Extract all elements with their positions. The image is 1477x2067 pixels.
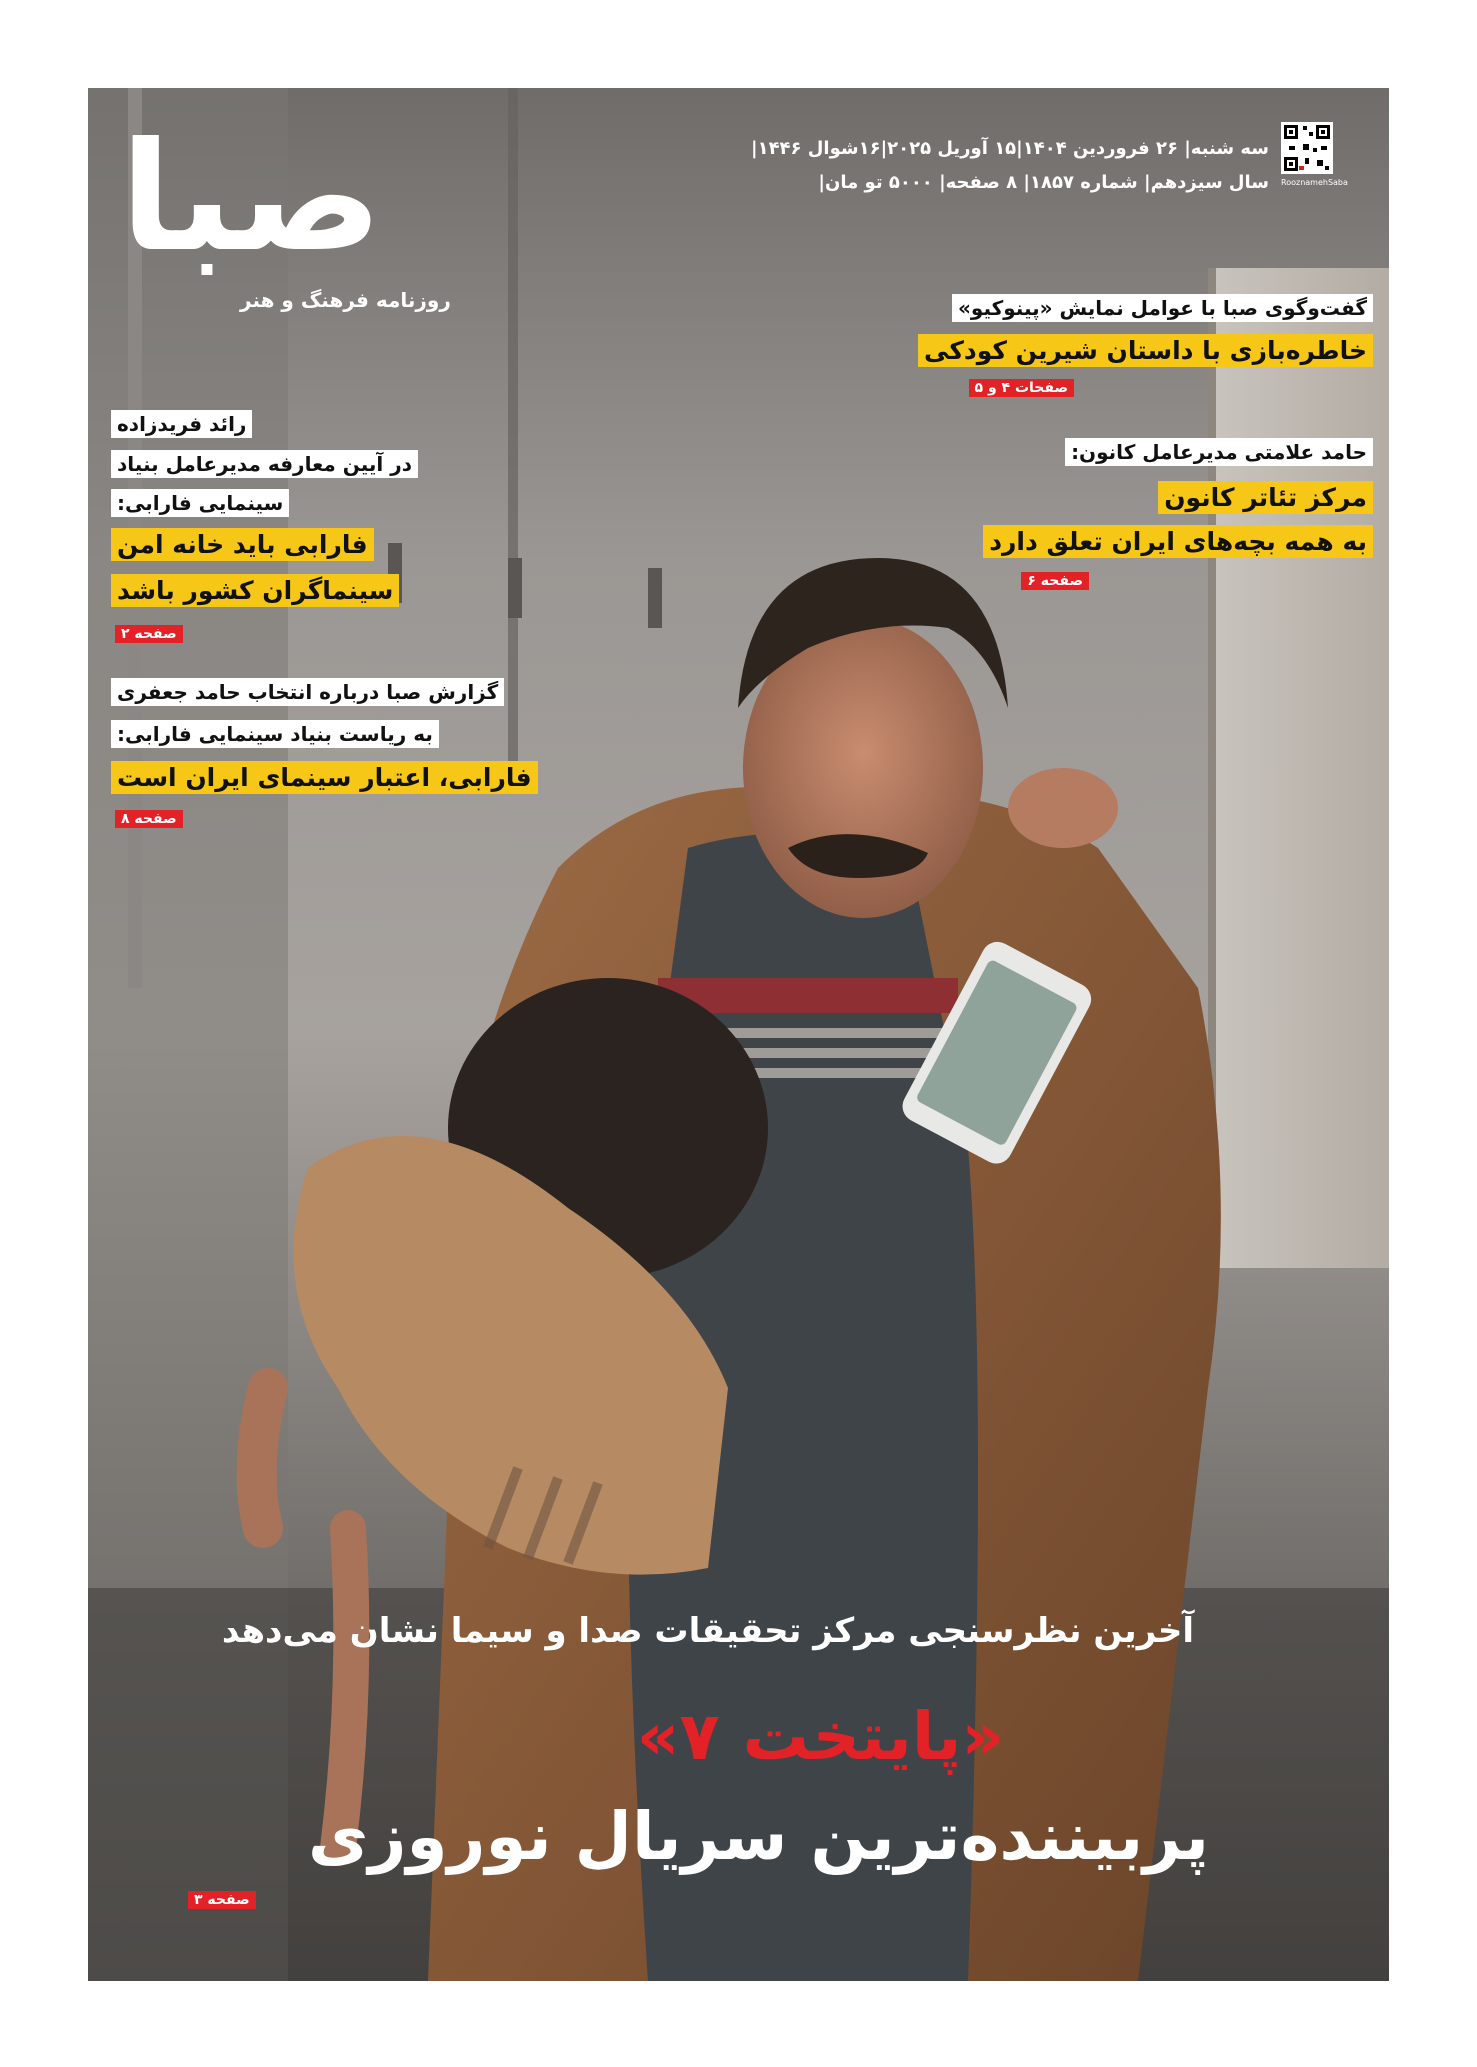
pinocchio-page: صفحات ۴ و ۵: [969, 379, 1074, 397]
kanoon-page: صفحه ۶: [1021, 572, 1089, 590]
faridzadeh-kicker-1: رائد فریدزاده: [111, 410, 252, 438]
kanoon-kicker: حامد علامتی مدیرعامل کانون:: [1065, 438, 1373, 466]
jafari-page: صفحه ۸: [115, 810, 183, 828]
logo-text: صبا: [120, 111, 383, 285]
logo-tagline: روزنامه فرهنگ و هنر: [240, 288, 451, 312]
jafari-kicker-1: گزارش صبا درباره انتخاب حامد جعفری: [111, 678, 504, 706]
faridzadeh-kicker-3: سینمایی فارابی:: [111, 489, 289, 517]
qr-code[interactable]: [1281, 122, 1348, 188]
qr-icon: [1281, 122, 1333, 174]
cover-page: [88, 88, 1389, 1981]
faridzadeh-page: صفحه ۲: [115, 625, 183, 643]
faridzadeh-headline-2: سینماگران کشور باشد: [111, 574, 399, 607]
kanoon-headline-2: به همه بچه‌های ایران تعلق دارد: [983, 525, 1373, 558]
jafari-kicker-2: به ریاست بنیاد سینمایی فارابی:: [111, 720, 439, 748]
main-subtitle: آخرین نظرسنجی مرکز تحقیقات صدا و سیما نشان می‌دهد: [221, 1611, 1194, 1651]
pinocchio-kicker: گفت‌وگوی صبا با عوامل نمایش «پینوکیو»: [952, 294, 1373, 322]
jafari-headline: فارابی، اعتبار سینمای ایران است: [111, 761, 538, 794]
kanoon-headline-1: مرکز تئاتر کانون: [1158, 481, 1373, 514]
pinocchio-headline: خاطره‌بازی با داستان شیرین کودکی: [918, 334, 1373, 367]
faridzadeh-kicker-2: در آیین معارفه مدیرعامل بنیاد: [111, 450, 418, 478]
faridzadeh-headline-1: فارابی باید خانه امن: [111, 528, 374, 561]
masthead-logo: [110, 108, 470, 338]
qr-label: RooznamehSaba: [1281, 178, 1348, 187]
date-line: سه شنبه| ۲۶ فروردین ۱۴۰۴|۱۵ آوریل ۲۰۲۵|۱۶شوال ۱۴۴۶|: [751, 138, 1269, 159]
main-page: صفحه ۳: [188, 1891, 256, 1909]
main-title-red: «پایتخت ۷»: [636, 1698, 1004, 1775]
main-title-white: پربیننده‌ترین سریال نوروزی: [308, 1798, 1209, 1875]
issue-line: سال سیزدهم| شماره ۱۸۵۷| ۸ صفحه| ۵۰۰۰ تو مان|: [818, 172, 1269, 193]
